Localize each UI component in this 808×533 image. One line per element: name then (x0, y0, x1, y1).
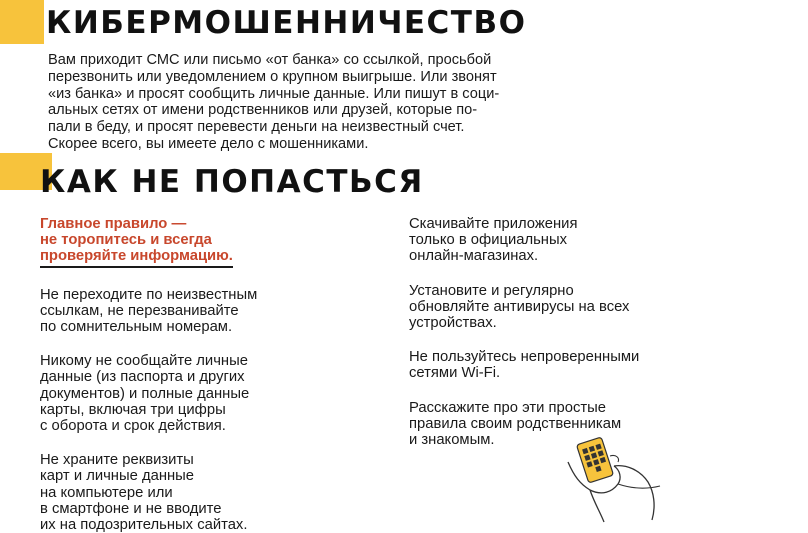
tip-line: Установите и регулярно (409, 282, 574, 299)
tip-line: обновляйте антивирусы на всех (409, 298, 630, 315)
tip-line: с оборота и срок действия. (40, 418, 226, 435)
left-column (40, 216, 390, 533)
tip-line: сетями Wi-Fi. (409, 365, 501, 382)
tip-line: на компьютере или (40, 484, 173, 501)
main-rule-line: Главное правило — (40, 216, 187, 232)
tip-line: в смартфоне и не вводите (40, 500, 222, 517)
tip-line: документов) и полные данные (40, 385, 250, 402)
tip-links (40, 287, 390, 336)
hand-holding-phone-icon (560, 432, 670, 524)
right-column (409, 216, 789, 448)
tip-line: и знакомым. (409, 432, 495, 449)
tip-line: карты, включая три цифры (40, 401, 226, 418)
tip-line: их на подозрительных сайтах. (40, 517, 248, 533)
tip-line: карт и личные данные (40, 468, 195, 485)
tip-line: по сомнительным номерам. (40, 319, 233, 336)
intro-line: Вам приходит СМС или письмо «от банка» со ссылкой, просьбой (48, 52, 492, 68)
tip-official-apps (409, 216, 789, 265)
tip-line: ссылкам, не перезванивайте (40, 302, 239, 319)
heading-cyberfraud: КИБЕРМОШЕННИЧЕСТВО (46, 5, 527, 41)
tip-line: Не пользуйтесь непроверенными (409, 349, 640, 366)
tip-line: только в официальных (409, 232, 567, 249)
intro-line: альных сетях от имени родственников или друзей, которые по- (48, 102, 478, 119)
tip-line: Расскажите про эти простые (409, 399, 607, 416)
main-rule-line: не торопитесь и всегда (40, 232, 212, 249)
intro-line: пали в беду, и просят перевести деньги на неизвестный счет. (48, 119, 465, 136)
tip-line: данные (из паспорта и других (40, 369, 245, 386)
tip-line: правила своим родственникам (409, 415, 622, 432)
tip-line: Не переходите по неизвестным (40, 286, 258, 303)
tip-line: онлайн-магазинах. (409, 248, 539, 265)
main-rule-line-underlined: проверяйте информацию. (40, 248, 233, 267)
tip-line: Не храните реквизиты (40, 452, 194, 469)
tip-wifi (409, 349, 789, 381)
tip-line: Никому не сообщайте личные (40, 353, 248, 370)
tip-antivirus (409, 283, 789, 332)
accent-bar-top (0, 0, 44, 44)
intro-line: Скорее всего, вы имеете дело с мошенниками. (48, 135, 369, 152)
intro-line: перезвонить или уведомлением о крупном выигрыше. Или звонят (48, 68, 497, 85)
tip-line: устройствах. (409, 315, 497, 332)
tip-line: Скачивайте приложения (409, 216, 578, 232)
tip-personal-data (40, 353, 390, 434)
tip-card-storage (40, 452, 390, 533)
heading-how-not-to-fall: КАК НЕ ПОПАСТЬСЯ (40, 164, 424, 200)
intro-paragraph (48, 52, 768, 153)
main-rule (40, 216, 390, 268)
intro-line: «из банка» и просят сообщить личные данные. Или пишут в соци- (48, 85, 500, 102)
